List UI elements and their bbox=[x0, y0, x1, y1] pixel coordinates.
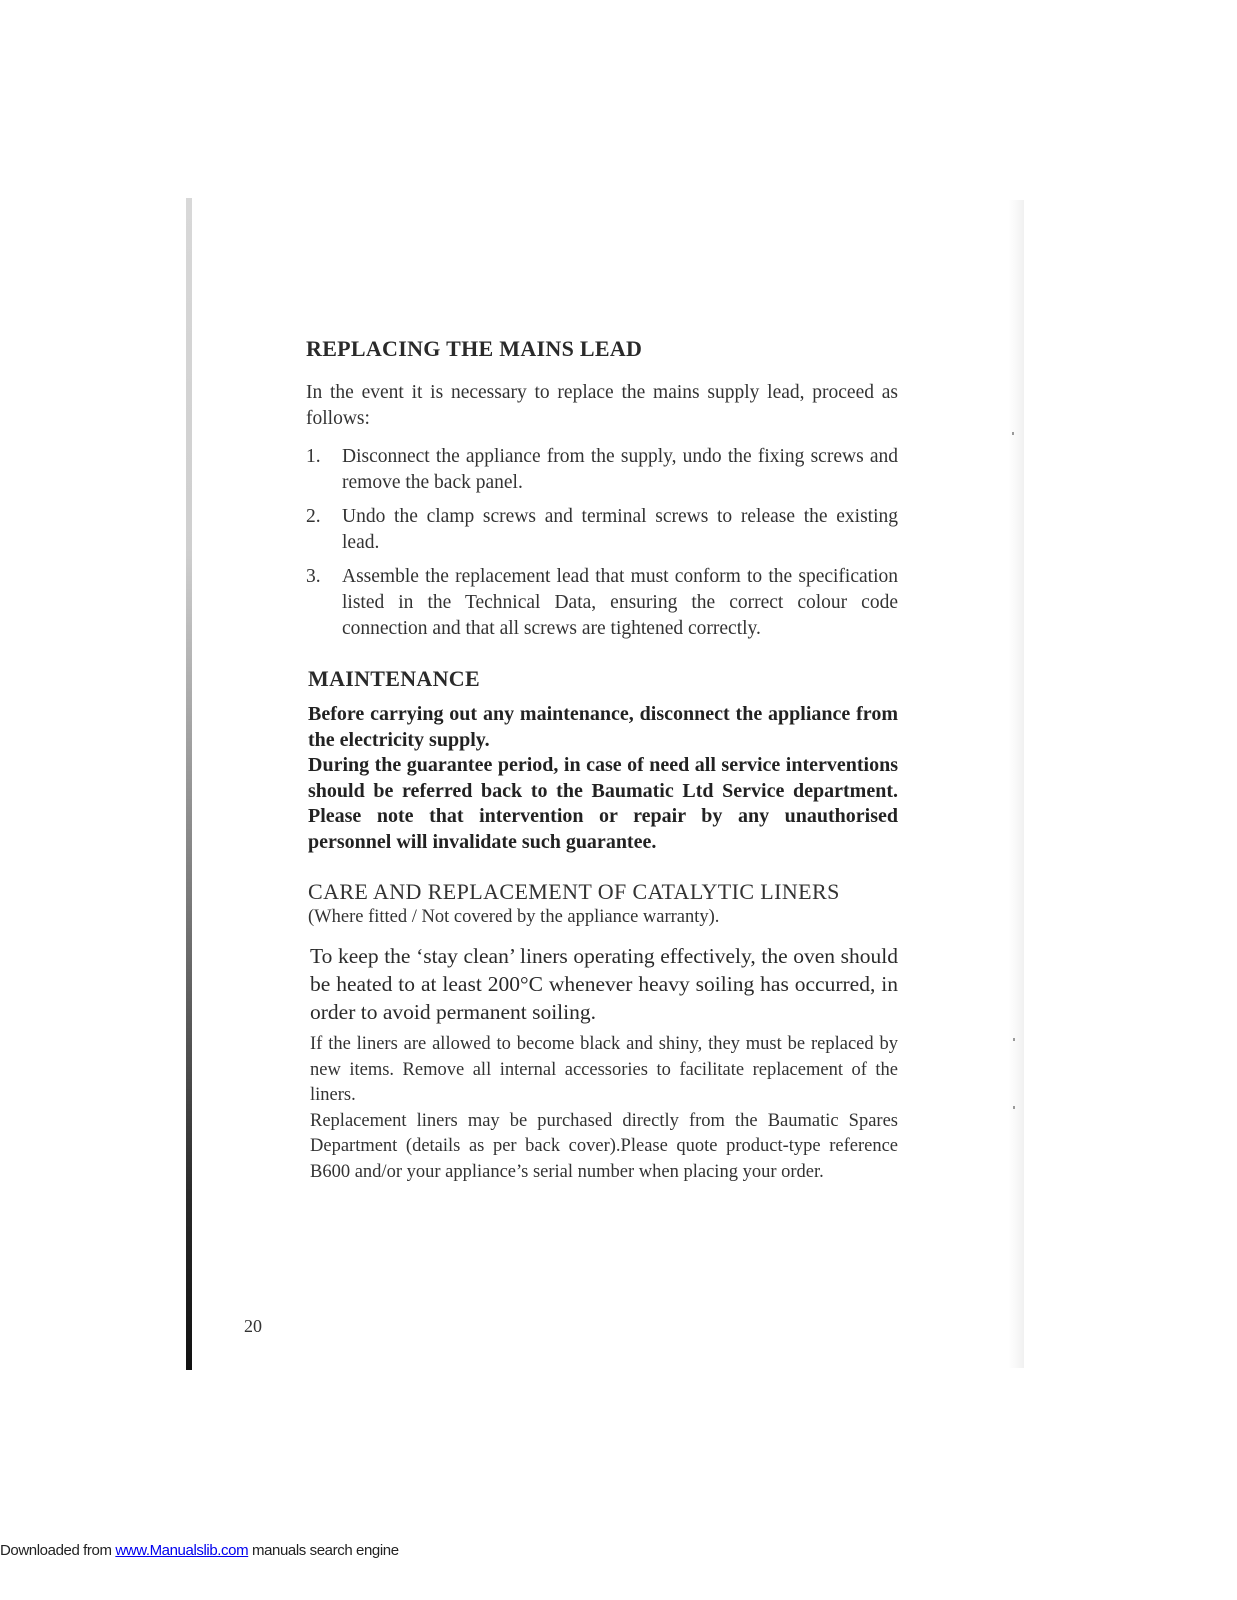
step-number: 1. bbox=[306, 446, 321, 467]
step-text: Disconnect the appliance from the supply, undo the fixing screws and remove the back panel. bbox=[342, 446, 898, 493]
mains-lead-steps bbox=[306, 444, 898, 642]
page-content bbox=[306, 336, 898, 1185]
step-text: Assemble the replacement lead that must conform to the specification listed in the Technical Data, ensuring the correct colour code connection and that all screws are tightened correctly. bbox=[342, 566, 898, 639]
catalytic-para-replace: If the liners are allowed to become black and shiny, they must be replaced by new items. Remove all internal accessories to facilitate replacement of the liners. bbox=[310, 1034, 898, 1105]
mains-lead-heading: REPLACING THE MAINS LEAD bbox=[306, 336, 643, 361]
maintenance-heading: MAINTENANCE bbox=[308, 666, 480, 691]
manualslib-link[interactable]: www.Manualslib.com bbox=[115, 1542, 249, 1559]
page-binding-edge bbox=[186, 198, 192, 1370]
maintenance-warning-guarantee: During the guarantee period, in case of need all service interventions should be referred back to the Baumatic Ltd Service department. Please note that intervention or repair by any unauthorised personnel will invalidate such guarantee. bbox=[308, 754, 898, 853]
scan-speck bbox=[1012, 432, 1014, 435]
step-item bbox=[306, 504, 898, 556]
mains-lead-intro: In the event it is necessary to replace the mains supply lead, proceed as follows: bbox=[306, 382, 898, 429]
catalytic-liners-subheading: (Where fitted / Not covered by the appliance warranty). bbox=[308, 907, 720, 927]
page-number: 20 bbox=[244, 1316, 262, 1336]
scan-speck bbox=[1013, 1038, 1015, 1041]
step-text: Undo the clamp screws and terminal screws to release the existing lead. bbox=[342, 506, 898, 553]
catalytic-liners-heading: CARE AND REPLACEMENT OF CATALYTIC LINERS bbox=[308, 879, 840, 904]
step-number: 3. bbox=[306, 566, 321, 587]
maintenance-warning-disconnect: Before carrying out any maintenance, disconnect the appliance from the electricity supply. bbox=[308, 703, 898, 751]
step-item bbox=[306, 564, 898, 642]
download-footer bbox=[0, 1542, 399, 1559]
footer-prefix: Downloaded from bbox=[0, 1542, 116, 1559]
catalytic-para-stay-clean: To keep the ‘stay clean’ liners operating effectively, the oven should be heated to at least 200°C whenever heavy soiling has occurred, in order to avoid permanent soiling. bbox=[310, 944, 898, 1024]
catalytic-para-purchase: Replacement liners may be purchased directly from the Baumatic Spares Department (details as per back cover).Please quote product-type reference B600 and/or your appliance’s serial number when placing your order. bbox=[310, 1110, 898, 1182]
scan-speck bbox=[1013, 1106, 1015, 1109]
page-edge-shadow bbox=[1008, 200, 1024, 1368]
step-number: 2. bbox=[306, 506, 321, 527]
step-item bbox=[306, 444, 898, 496]
footer-suffix: manuals search engine bbox=[248, 1542, 399, 1559]
